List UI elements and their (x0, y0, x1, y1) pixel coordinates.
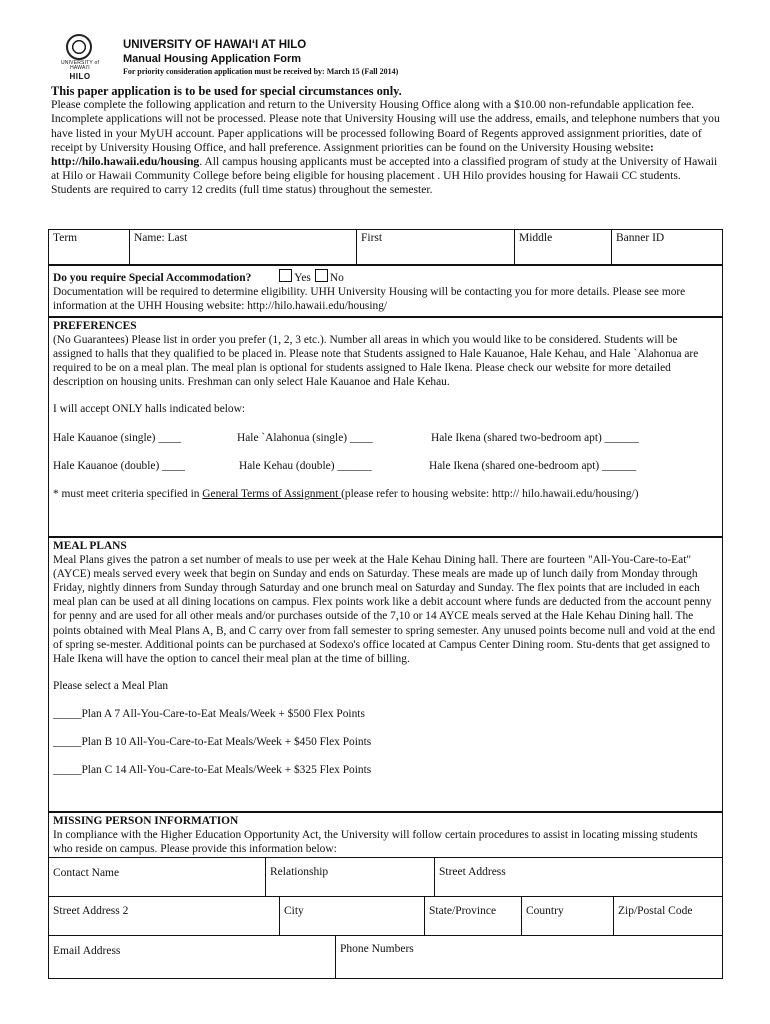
relationship-field[interactable] (265, 858, 434, 896)
state-field[interactable] (424, 897, 521, 935)
meal-plans-title: MEAL PLANS (53, 540, 127, 552)
hall-kauanoe-single[interactable]: Hale Kauanoe (single) ____ (53, 431, 182, 444)
no-checkbox[interactable] (315, 269, 328, 282)
form-header (58, 34, 718, 84)
accommodation-question: Do you require Special Accommodation? (53, 272, 252, 284)
contact-row-1 (48, 858, 723, 897)
email-field[interactable] (49, 936, 335, 978)
missing-person-title: MISSING PERSON INFORMATION (53, 815, 239, 827)
street-address-2-label: Street Address 2 (53, 905, 129, 917)
accept-halls-label: I will accept ONLY halls indicated below: (53, 403, 246, 416)
zip-label: Zip/Postal Code (618, 905, 693, 917)
missing-person-section (48, 812, 723, 858)
phone-field[interactable] (335, 936, 722, 978)
zip-field[interactable] (613, 897, 722, 935)
term-field[interactable] (49, 230, 129, 264)
university-name: UNIVERSITY OF HAWAI‘I AT HILO (123, 39, 307, 51)
assignment-note-pre: * must meet criteria specified in (53, 487, 203, 500)
preferences-section (48, 317, 723, 537)
middle-name-field[interactable] (514, 230, 611, 264)
deadline-note: For priority consideration application must be received by: March 15 (Fall 2014) (123, 67, 399, 76)
hall-row-1 (53, 431, 718, 445)
hall-kauanoe-double[interactable]: Hale Kauanoe (double) ____ (53, 459, 185, 472)
intro-text-1: Please complete the following application and return to the University Housing Office along with a $10.00 non-refundable application fee. Incomplete applications will not be processed. Please note that University Housing will use the address, emails, and telephone numbers that you have listed in your MyUH account. Paper applications will be processed following Board of Regents approved assignment priorities, date of receipt by University Housing Office, and hall preference. Assignment priorities can be found on the University Housing website (51, 98, 720, 154)
relationship-label: Relationship (270, 866, 329, 878)
yes-label: Yes (294, 272, 311, 284)
hall-ikena-two-bedroom[interactable]: Hale Ikena (shared two-bedroom apt) ______ (431, 431, 639, 444)
first-name-label: First (361, 232, 383, 244)
accommodation-text: Documentation will be required to determine eligibility. UHH University Housing will be contacting you for more details. Please see more information at the UHH Housing website: http://hilo.hawaii.edu/housing/ (53, 286, 686, 313)
last-name-label: Name: Last (134, 232, 188, 244)
last-name-field[interactable] (129, 230, 356, 264)
contact-row-3 (48, 936, 723, 979)
general-terms-link[interactable]: General Terms of Assignment (202, 487, 342, 500)
banner-id-field[interactable] (611, 230, 722, 264)
intro-lead: This paper application is to be used for special circumstances only. (51, 84, 402, 98)
banner-id-label: Banner ID (616, 232, 665, 244)
middle-name-label: Middle (519, 232, 553, 244)
accommodation-section (48, 265, 723, 317)
intro-text-2: . All campus housing applicants must be accepted into a classified program of study at the University of Hawaii at Hilo or Hawaii Community College before being eligible for housing placement . UH Hilo provides housing for Hawaii CC students. Students are required to carry 12 credits (full time status) throughout the semester. (51, 155, 718, 197)
contact-row-2 (48, 897, 723, 936)
housing-website-link[interactable]: : http://hilo.hawaii.edu/housing (51, 140, 654, 169)
seal-icon (66, 34, 92, 60)
meal-plans-section (48, 537, 723, 812)
hall-kehau-double[interactable]: Hale Kehau (double) ______ (239, 459, 372, 472)
assignment-note-post: (please refer to housing website: http:// hilo.hawaii.edu/housing/) (341, 487, 639, 500)
intro-paragraph (51, 84, 721, 198)
seal-hilo-text: HILO (69, 72, 91, 81)
street-address-2-field[interactable] (49, 897, 279, 935)
no-label: No (329, 272, 344, 284)
state-label: State/Province (429, 905, 497, 917)
city-label: City (284, 905, 304, 917)
contact-name-label: Contact Name (53, 867, 120, 879)
email-label: Email Address (53, 945, 121, 957)
phone-label: Phone Numbers (340, 943, 414, 955)
select-meal-plan-label: Please select a Meal Plan (53, 679, 169, 692)
first-name-field[interactable] (356, 230, 514, 264)
university-seal-logo (58, 34, 102, 82)
preferences-text: (No Guarantees) Please list in order you prefer (1, 2, 3 etc.). Number all areas in which you would like to be considered. Students will be assigned to halls that they qualified to be placed in. Please note that Students assigned to Hale Kauanoe, Hale Kehau, and Hale `Alahonua are required to be on a meal plan. The meal plan is optional for students assigned to Hale Ikena. Please check our website for more detailed description on housing units. Freshman can only select Hale Kauanoe and Hale Kehau. (53, 334, 699, 389)
city-field[interactable] (279, 897, 424, 935)
name-row (48, 229, 723, 265)
street-address-field[interactable] (434, 858, 722, 896)
country-field[interactable] (521, 897, 613, 935)
meal-plans-text: Meal Plans gives the patron a set number of meals to use per week at the Hale Kehau Dining hall. There are fourteen "All-You-Care-to-Eat"(AYCE) meals served every week that begin on Sunday and ends on Saturday. These meals are made up of lunch daily from Monday through Friday, nightly dinners from Sunday through Saturday and one brunch meal on Saturday and Sunday. The flex points that are included in each meal plan can be used at all dining locations on campus. Flex points work like a debit account where funds are deducted from the account penny for penny and are used for all other meals and/or purchases outside of the 7,10 or 14 AYCE meals served at the Hale Kehau Dining hall. The points obtained with Meal Plans A, B, and C carry over from fall semester to spring semester. Any unused points become null and void at the end of spring se-mester. Additional points can be purchased at Sodexo's office located at Campus Center Dining room. Stu-dents that get assigned to Hale Ikena will have the option to cancel their meal plan at the time of billing. (53, 554, 716, 665)
seal-text: UNIVERSITY of HAWAI'I (60, 60, 100, 71)
hall-ikena-one-bedroom[interactable]: Hale Ikena (shared one-bedroom apt) ______ (429, 459, 637, 472)
term-label: Term (53, 232, 78, 244)
meal-plan-c[interactable]: _____Plan C 14 All-You-Care-to-Eat Meals/Week + $325 Flex Points (53, 764, 372, 777)
country-label: Country (526, 905, 564, 917)
contact-name-field[interactable] (49, 858, 265, 896)
preferences-title: PREFERENCES (53, 320, 137, 332)
form-title: Manual Housing Application Form (123, 53, 302, 65)
hall-row-2 (53, 459, 718, 473)
meal-plan-a[interactable]: _____Plan A 7 All-You-Care-to-Eat Meals/Week + $500 Flex Points (53, 707, 365, 720)
yes-checkbox[interactable] (279, 269, 292, 282)
assignment-note (53, 487, 718, 501)
hall-alahonua-single[interactable]: Hale `Alahonua (single) ____ (237, 431, 373, 444)
missing-person-text: In compliance with the Higher Education Opportunity Act, the University will follow certain procedures to assist in locating missing students who reside on campus. Please provide this information below: (53, 829, 698, 856)
meal-plan-b[interactable]: _____Plan B 10 All-You-Care-to-Eat Meals/Week + $450 Flex Points (53, 736, 372, 749)
street-address-label: Street Address (439, 866, 506, 878)
